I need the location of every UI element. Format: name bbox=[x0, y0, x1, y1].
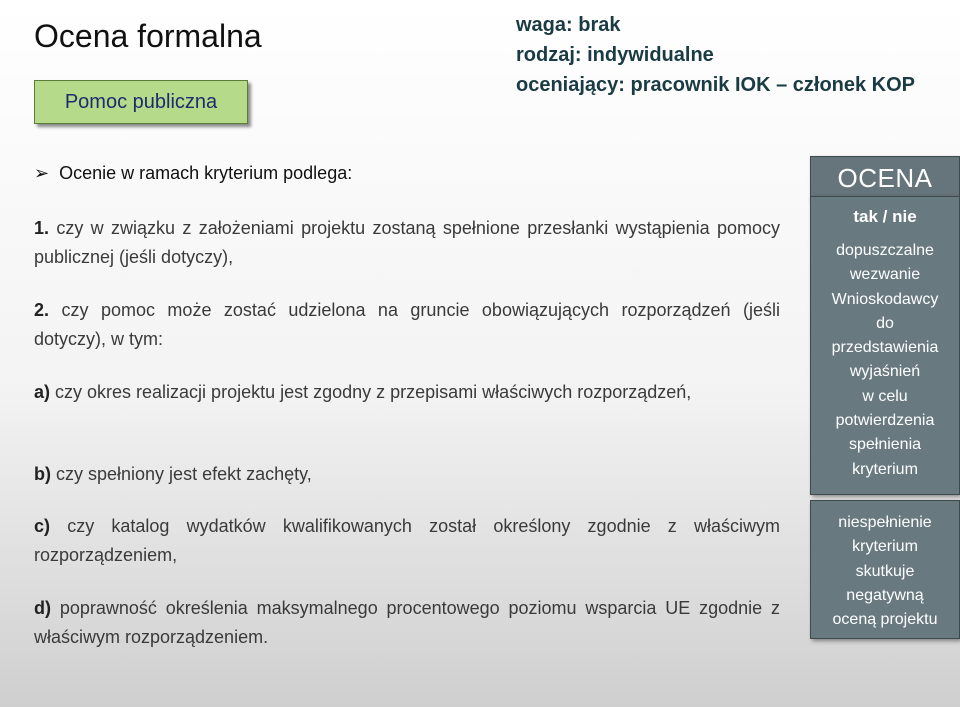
negative-line: oceną projektu bbox=[832, 611, 938, 629]
score-negative-box bbox=[810, 500, 960, 639]
criterion-letter: b) bbox=[34, 464, 51, 484]
positive-line: Wnioskodawcy bbox=[831, 290, 939, 308]
meta-info bbox=[516, 10, 915, 100]
criterion-number: 1. bbox=[34, 218, 50, 238]
intro-text: Ocenie w ramach kryterium podlega: bbox=[59, 163, 353, 183]
weight-label: waga: brak bbox=[516, 14, 621, 36]
criterion-letter: d) bbox=[34, 598, 51, 618]
positive-line: dopuszczalne bbox=[836, 242, 934, 259]
type-label: rodzaj: indywidualne bbox=[516, 44, 714, 66]
positive-line: wezwanie bbox=[849, 266, 921, 284]
score-header-box bbox=[810, 156, 960, 200]
criterion-number: 2. bbox=[34, 300, 50, 320]
positive-description bbox=[811, 239, 959, 482]
criterion-letter: a) bbox=[34, 382, 51, 402]
criterion-b bbox=[34, 460, 780, 489]
criterion-2 bbox=[34, 296, 780, 354]
positive-line: wyjaśnień bbox=[849, 363, 921, 381]
criterion-d bbox=[34, 594, 780, 652]
evaluator-label: oceniający: pracownik IOK – członek KOP bbox=[516, 74, 916, 96]
intro-line bbox=[34, 163, 352, 184]
score-positive-box bbox=[810, 196, 960, 495]
arrow-bullet-icon: ➢ bbox=[34, 163, 50, 183]
positive-line: do bbox=[876, 314, 894, 332]
criterion-text: czy katalog wydatków kwalifikowanych został określony zgodnie z właściwym rozporządzeniem, bbox=[34, 516, 780, 565]
criterion-text: czy spełniony jest efekt zachęty, bbox=[51, 464, 312, 484]
yes-no-label: tak / nie bbox=[853, 207, 917, 226]
positive-line: potwierdzenia bbox=[835, 412, 935, 430]
negative-line: niespełnienie bbox=[838, 514, 932, 531]
criterion-c bbox=[34, 512, 780, 570]
negative-line: kryterium bbox=[852, 538, 918, 556]
category-badge: Pomoc publiczna bbox=[34, 80, 248, 124]
criterion-1 bbox=[34, 214, 780, 272]
criterion-text: czy okres realizacji projektu jest zgodny z przepisami właściwych rozporządzeń, bbox=[50, 382, 692, 402]
criterion-text: czy w związku z założeniami projektu zostaną spełnione przesłanki wystąpienia pomocy publicznej (jeśli dotyczy), bbox=[34, 218, 780, 267]
positive-line: kryterium bbox=[852, 460, 918, 478]
negative-line: skutkuje bbox=[855, 562, 915, 580]
positive-line: przedstawienia bbox=[831, 339, 939, 357]
positive-line: spełnienia bbox=[848, 436, 922, 454]
criterion-text: czy pomoc może zostać udzielona na gruncie obowiązujących rozporządzeń (jeśli dotyczy), w tym: bbox=[34, 300, 780, 349]
negative-description bbox=[811, 511, 959, 632]
criterion-text: poprawność określenia maksymalnego procentowego poziomu wsparcia UE zgodnie z właściwym rozporządzeniem. bbox=[34, 598, 780, 647]
criterion-letter: c) bbox=[34, 516, 51, 536]
criterion-a bbox=[34, 378, 780, 407]
positive-line: w celu bbox=[862, 387, 908, 405]
score-header: OCENA bbox=[837, 163, 933, 193]
negative-line: negatywną bbox=[846, 586, 924, 604]
page-title: Ocena formalna bbox=[34, 18, 262, 54]
